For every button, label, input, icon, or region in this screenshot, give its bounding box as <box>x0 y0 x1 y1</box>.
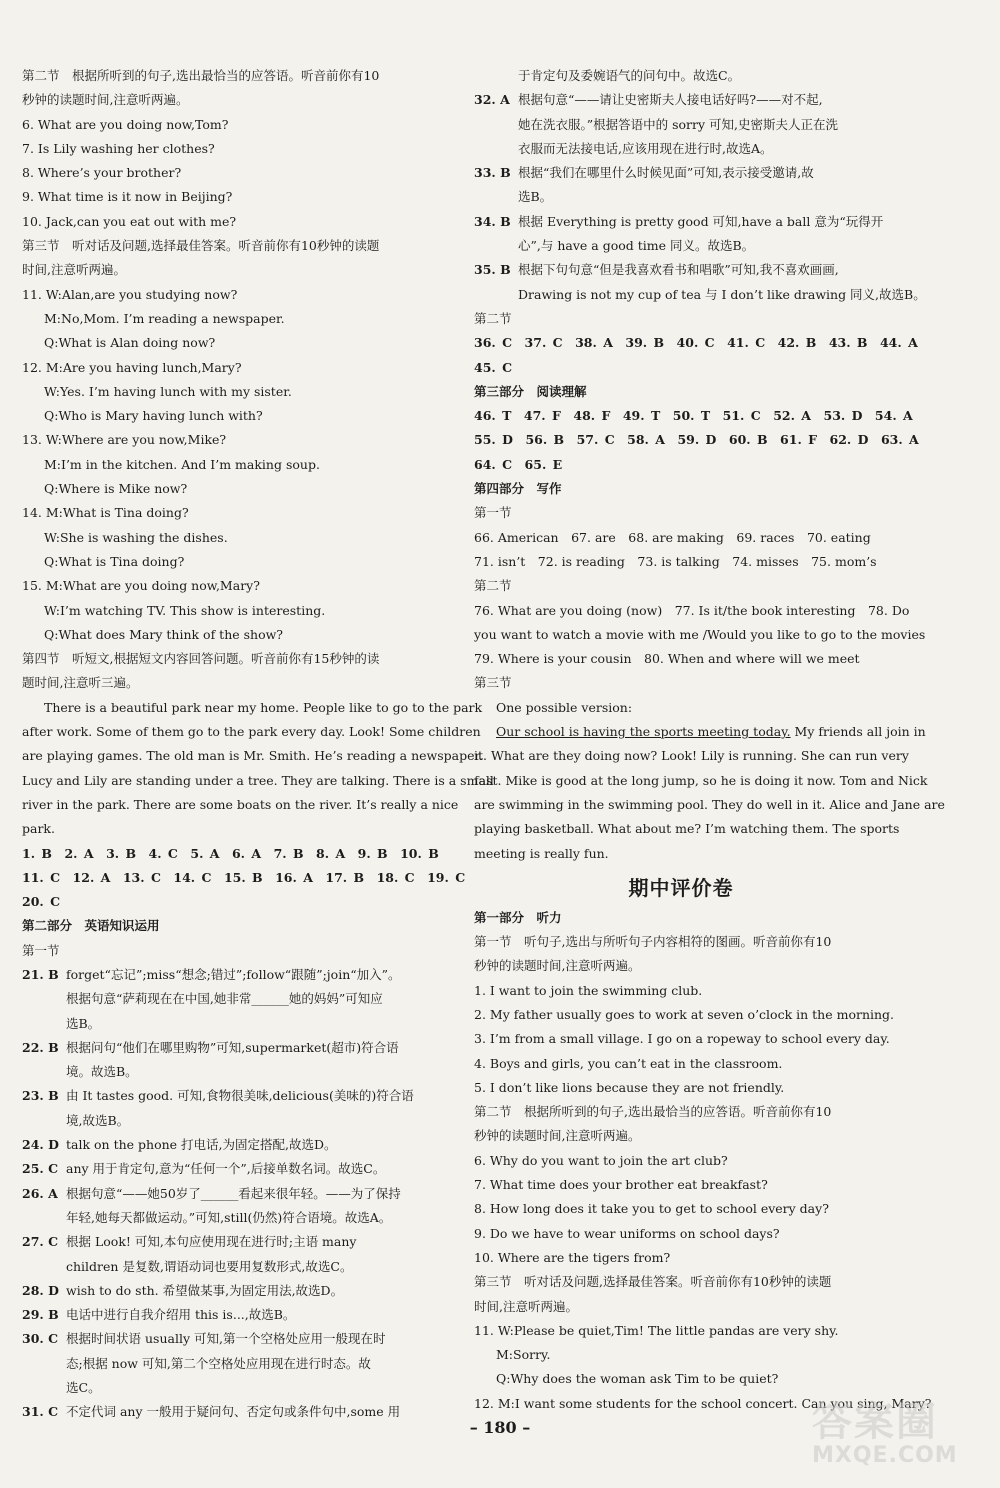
answer-number: 24. D <box>22 1137 59 1153</box>
line-text: 6. Why do you want to join the art club? <box>474 1152 728 1168</box>
line-text: 秒钟的读题时间,注意听两遍。 <box>474 958 641 974</box>
line-text: 2. My father usually goes to work at seven o’clock in the morning. <box>474 1006 895 1022</box>
text-line <box>22 866 466 890</box>
text-line <box>474 1173 888 1197</box>
line-text: Q:Why does the woman ask Tim to be quiet? <box>496 1371 779 1387</box>
text-line <box>474 647 888 671</box>
line-text: 根据下句句意“但是我喜欢看书和唱歌”可知,我不喜欢画画, <box>518 262 839 278</box>
text-line <box>474 1319 888 1343</box>
line-text: 第三节 听对话及问题,选择最佳答案。听音前你有10秒钟的读题 <box>474 1274 832 1290</box>
text-line <box>22 842 442 866</box>
text-line <box>474 428 919 452</box>
text-line <box>474 64 888 88</box>
text-line <box>474 1149 888 1173</box>
text-line <box>22 1327 442 1351</box>
answer-number: 23. B <box>22 1088 59 1104</box>
line-text: 根据句意“——她50岁了______看起来很年轻。——为了保持 <box>66 1185 401 1201</box>
line-text: 第二节 根据所听到的句子,选出最恰当的应答语。听音前你有10 <box>22 68 380 83</box>
answer-number: 32. A <box>474 92 510 108</box>
text-line <box>474 1076 888 1100</box>
line-text: 年轻,她每天都做运动。”可知,still(仍然)符合语境。故选A。 <box>66 1209 392 1225</box>
line-text: Q:What is Alan doing now? <box>44 335 216 351</box>
text-line <box>474 720 926 744</box>
line-text-cont: My friends all join in <box>790 724 926 740</box>
text-line <box>474 88 888 112</box>
line-text: M:Sorry. <box>496 1347 551 1363</box>
text-line <box>474 331 918 355</box>
line-text: 8. Where’s your brother? <box>22 165 182 181</box>
text-line <box>22 137 442 161</box>
line-text: Q:What is Tina doing? <box>44 553 185 569</box>
answer-number: 30. C <box>22 1331 59 1347</box>
text-line <box>474 1367 888 1391</box>
line-text: M:No,Mom. I’m reading a newspaper. <box>44 310 285 326</box>
text-line <box>22 1182 442 1206</box>
line-text: Our school is having the sports meeting today. <box>496 724 791 740</box>
line-text: 第三节 <box>474 675 512 691</box>
line-text: 76. What are you doing (now) 77. Is it/the book interesting 78. Do <box>474 602 910 618</box>
text-line <box>474 404 913 428</box>
text-line <box>22 671 442 695</box>
text-line <box>22 647 442 671</box>
text-line <box>22 1303 442 1327</box>
line-text: 根据“我们在哪里什么时候见面”可知,表示接受邀请,故 <box>518 165 814 181</box>
text-line <box>22 356 442 380</box>
line-text: 不定代词 any 一般用于疑问句、否定句或条件句中,some 用 <box>66 1404 401 1420</box>
line-text: 第一节 <box>474 505 512 521</box>
text-line <box>22 185 442 209</box>
line-text: 第二节 根据所听到的句子,选出最恰当的应答语。听音前你有10 <box>474 1104 832 1120</box>
text-line <box>22 453 442 477</box>
line-text: 根据 Everything is pretty good 可知,have a ball 意为“玩得开 <box>518 213 884 229</box>
text-line <box>474 599 910 623</box>
line-text: park. <box>22 821 55 837</box>
text-line <box>474 283 926 307</box>
line-text: 第二部分 英语知识运用 <box>22 918 160 934</box>
text-line <box>22 234 442 258</box>
line-text: 题时间,注意听三遍。 <box>22 675 139 691</box>
text-line <box>22 1133 442 1157</box>
line-text: 第一节 <box>22 942 60 958</box>
text-line <box>474 1027 888 1051</box>
line-text: 7. Is Lily washing her clothes? <box>22 140 215 156</box>
answer-number: 26. A <box>22 1185 58 1201</box>
text-line <box>22 1036 442 1060</box>
answer-number: 31. C <box>22 1404 59 1420</box>
line-text: wish to do sth. 希望做某事,为固定用法,故选D。 <box>66 1282 344 1298</box>
text-line <box>474 356 888 380</box>
text-line <box>22 939 442 963</box>
text-line <box>22 1352 442 1376</box>
line-text: river in the park. There are some boats on the river. It’s really a nice <box>22 796 459 812</box>
line-text: Drawing is not my cup of tea 与 I don’t like drawing 同义,故选B。 <box>518 286 926 302</box>
text-line <box>22 258 442 282</box>
line-text: are playing games. The old man is Mr. Smith. He’s reading a newspaper. <box>22 748 484 764</box>
text-line <box>474 453 888 477</box>
line-text: One possible version: <box>496 699 633 715</box>
text-line <box>474 1003 895 1027</box>
line-text: Lucy and Lily are standing under a tree. They are talking. There is a small <box>22 772 494 788</box>
text-line <box>22 914 442 938</box>
text-line <box>22 428 442 452</box>
text-line <box>22 210 442 234</box>
answer-number: 21. B <box>22 966 59 982</box>
line-text: 第三部分 阅读理解 <box>474 383 587 399</box>
line-text: Q:Where is Mike now? <box>44 481 188 497</box>
line-text: playing basketball. What about me? I’m watching them. The sports <box>474 821 900 837</box>
line-text: 根据问句“他们在哪里购物”可知,supermarket(超市)符合语 <box>66 1039 399 1055</box>
watermark-text: 答案圈 <box>812 1399 938 1445</box>
line-text: 8. How long does it take you to get to school every day? <box>474 1201 829 1217</box>
text-line <box>22 769 494 793</box>
answer-number: 35. B <box>474 262 511 278</box>
text-line <box>22 331 442 355</box>
line-text: 15. M:What are you doing now,Mary? <box>22 578 260 594</box>
line-text: W:I’m watching TV. This show is interesting. <box>44 602 326 618</box>
line-text: 12. M:Are you having lunch,Mary? <box>22 359 242 375</box>
text-line <box>474 161 888 185</box>
line-text: after work. Some of them go to the park every day. Look! Some children <box>22 724 481 740</box>
text-line <box>474 1222 888 1246</box>
line-text: 态;根据 now 可知,第二个空格处应用现在进行时态。故 <box>66 1355 371 1371</box>
text-line <box>22 744 484 768</box>
text-line <box>474 671 888 695</box>
line-text: 于肯定句及委婉语气的问句中。故选C。 <box>518 68 741 83</box>
text-line <box>474 696 888 720</box>
text-line <box>22 574 442 598</box>
text-line <box>474 1124 888 1148</box>
text-line <box>22 987 442 1011</box>
text-line <box>474 930 888 954</box>
line-text: 心”,与 have a good time 同义。故选B。 <box>518 238 755 254</box>
line-text: 选B。 <box>518 189 553 205</box>
line-text: 45. C <box>474 359 513 375</box>
line-text: 期中评价卷 <box>628 875 734 900</box>
text-line <box>22 501 442 525</box>
line-text: 7. What time does your brother eat breakfast? <box>474 1177 768 1193</box>
line-text: 第四节 听短文,根据短文内容回答问题。听音前你有15秒钟的读 <box>22 651 380 667</box>
text-line <box>22 1376 442 1400</box>
line-text: 选C。 <box>66 1380 101 1396</box>
line-text: you want to watch a movie with me /Would you like to go to the movies <box>474 626 926 642</box>
text-line <box>22 64 442 88</box>
text-line <box>474 258 888 282</box>
line-text: 根据句意“——请让史密斯夫人接电话好吗?——对不起, <box>518 92 823 108</box>
answer-number: 25. C <box>22 1161 59 1177</box>
line-text: 1. B 2. A 3. B 4. C 5. A 6. A 7. B 8. A 9. B 10. B <box>22 845 439 861</box>
text-line <box>474 744 909 768</box>
text-line <box>474 137 888 161</box>
text-line <box>22 1206 442 1230</box>
line-text: talk on the phone 打电话,为固定搭配,故选D。 <box>66 1137 337 1153</box>
text-line <box>474 1100 888 1124</box>
text-line <box>474 979 888 1003</box>
text-line <box>22 307 442 331</box>
answer-number: 28. D <box>22 1282 59 1298</box>
text-line <box>22 599 442 623</box>
line-text: 由 It tastes good. 可知,食物很美味,delicious(美味的)符合语 <box>66 1088 414 1104</box>
line-text: 时间,注意听两遍。 <box>22 262 126 278</box>
section-title <box>474 866 888 906</box>
line-text: 根据句意“萨莉现在在中国,她非常______她的妈妈”可知应 <box>66 991 383 1007</box>
line-text: 20. C <box>22 894 61 910</box>
text-line <box>474 793 945 817</box>
line-text: Q:What does Mary think of the show? <box>44 626 284 642</box>
text-line <box>22 1109 442 1133</box>
answer-number: 33. B <box>474 165 511 181</box>
line-text: 11. W:Please be quiet,Tim! The little pandas are very shy. <box>474 1322 839 1338</box>
text-line <box>22 1157 442 1181</box>
text-line <box>22 1255 442 1279</box>
line-text: 79. Where is your cousin 80. When and where will we meet <box>474 651 860 667</box>
line-text: any 用于肯定句,意为“任何一个”,后接单数名词。故选C。 <box>66 1161 386 1177</box>
line-text: 66. American 67. are 68. are making 69. races 70. eating <box>474 529 871 545</box>
line-text: 境,故选B。 <box>66 1112 130 1128</box>
line-text: Q:Who is Mary having lunch with? <box>44 408 263 424</box>
text-line <box>22 793 459 817</box>
line-text: 9. What time is it now in Beijing? <box>22 189 233 205</box>
watermark-url: MXQE.COM <box>812 1443 958 1468</box>
line-text: W:Yes. I’m having lunch with my sister. <box>44 383 292 399</box>
line-text: 5. I don’t like lions because they are not friendly. <box>474 1079 785 1095</box>
line-text: 11. C 12. A 13. C 14. C 15. B 16. A 17. B 18. C 19. C <box>22 869 466 885</box>
text-line <box>474 906 888 930</box>
text-line <box>22 1230 442 1254</box>
line-text: M:I’m in the kitchen. And I’m making soup. <box>44 456 320 472</box>
text-line <box>22 623 442 647</box>
line-text: 秒钟的读题时间,注意听两遍。 <box>22 92 189 108</box>
line-text: 第二节 <box>474 578 512 594</box>
text-line <box>22 1060 442 1084</box>
text-line <box>474 1343 888 1367</box>
text-line <box>474 1270 888 1294</box>
line-text: 9. Do we have to wear uniforms on school days? <box>474 1225 780 1241</box>
line-text: 12. M:I want some students for the school concert. Can you sing, Mary? <box>474 1395 932 1411</box>
text-line <box>22 963 442 987</box>
line-text: 10. Where are the tigers from? <box>474 1249 671 1265</box>
text-line <box>474 380 888 404</box>
text-line <box>22 380 442 404</box>
line-text: it. What are they doing now? Look! Lily is running. She can run very <box>474 748 909 764</box>
line-text: 4. Boys and girls, you can’t eat in the classroom. <box>474 1055 783 1071</box>
watermark-logo <box>812 1390 990 1482</box>
line-text: forget“忘记”;miss“想念;错过”;follow“跟随”;join“加入”。 <box>66 966 401 982</box>
line-text: 第一节 听句子,选出与所听句子内容相符的图画。听音前你有10 <box>474 934 832 950</box>
line-text: W:She is washing the dishes. <box>44 529 228 545</box>
text-line <box>474 954 888 978</box>
text-line <box>474 623 926 647</box>
line-text: 36. C 37. C 38. A 39. B 40. C 41. C 42. B 43. B 44. A <box>474 335 918 351</box>
text-line <box>22 890 442 914</box>
text-line <box>474 501 888 525</box>
text-line <box>22 404 442 428</box>
right-column <box>474 64 945 1416</box>
line-text: 64. C 65. E <box>474 456 563 472</box>
line-text: 第一部分 听力 <box>474 909 562 925</box>
page-number: – 180 – <box>469 1418 531 1437</box>
line-text: 3. I’m from a small village. I go on a ropeway to school every day. <box>474 1031 890 1047</box>
line-text: 55. D 56. B 57. C 58. A 59. D 60. B 61. F 62. D 63. A <box>474 432 919 448</box>
line-text: 11. W:Alan,are you studying now? <box>22 286 238 302</box>
line-text: fast. Mike is good at the long jump, so he is doing it now. Tom and Nick <box>474 772 928 788</box>
line-text: 6. What are you doing now,Tom? <box>22 116 229 132</box>
text-line <box>474 817 900 841</box>
line-text: 根据 Look! 可知,本句应使用现在进行时;主语 many <box>66 1234 357 1250</box>
text-line <box>474 842 888 866</box>
text-line <box>474 1197 888 1221</box>
text-line <box>474 477 888 501</box>
line-text: 根据时间状语 usually 可知,第一个空格处应用一般现在时 <box>66 1331 386 1347</box>
line-text: 秒钟的读题时间,注意听两遍。 <box>474 1128 641 1144</box>
text-line <box>474 526 888 550</box>
answer-number: 34. B <box>474 213 511 229</box>
answer-number: 22. B <box>22 1039 59 1055</box>
answer-number: 27. C <box>22 1234 59 1250</box>
line-text: meeting is really fun. <box>474 845 609 861</box>
text-line <box>474 1246 888 1270</box>
line-text: 时间,注意听两遍。 <box>474 1298 578 1314</box>
line-text: There is a beautiful park near my home. People like to go to the park <box>44 699 483 715</box>
text-line <box>22 477 442 501</box>
text-line <box>22 1084 442 1108</box>
text-line <box>474 113 888 137</box>
line-text: 第三节 听对话及问题,选择最佳答案。听音前你有10秒钟的读题 <box>22 238 380 254</box>
text-line <box>22 1279 442 1303</box>
text-line <box>474 1295 888 1319</box>
line-text: 她在洗衣服。”根据答语中的 sorry 可知,史密斯夫人正在洗 <box>518 116 839 132</box>
line-text: 14. M:What is Tina doing? <box>22 505 189 521</box>
line-text: 第二节 <box>474 310 512 326</box>
line-text: 第四部分 写作 <box>474 481 562 497</box>
text-line <box>474 574 888 598</box>
line-text: 选B。 <box>66 1015 101 1031</box>
line-text: children 是复数,谓语动词也要用复数形式,故选C。 <box>66 1258 353 1274</box>
line-text: are swimming in the swimming pool. They do well in it. Alice and Jane are <box>474 796 945 812</box>
answer-number: 29. B <box>22 1307 59 1323</box>
text-line <box>474 185 888 209</box>
text-line <box>474 210 888 234</box>
text-line <box>22 550 442 574</box>
line-text: 46. T 47. F 48. F 49. T 50. T 51. C 52. A 53. D 54. A <box>474 408 913 424</box>
text-line <box>22 696 483 720</box>
text-line <box>474 769 928 793</box>
line-text: 13. W:Where are you now,Mike? <box>22 432 227 448</box>
text-line <box>22 526 442 550</box>
line-text: 电话中进行自我介绍用 this is...,故选B。 <box>66 1307 296 1323</box>
text-line <box>22 1012 442 1036</box>
line-text: 境。故选B。 <box>66 1064 138 1080</box>
text-line <box>474 307 888 331</box>
text-line <box>22 720 481 744</box>
text-line <box>22 88 442 112</box>
text-line <box>474 1052 888 1076</box>
text-line <box>22 161 442 185</box>
text-line <box>22 113 442 137</box>
line-text: 1. I want to join the swimming club. <box>474 982 703 998</box>
text-line <box>22 283 442 307</box>
line-text: 10. Jack,can you eat out with me? <box>22 213 237 229</box>
text-line <box>22 817 442 841</box>
text-line <box>474 234 888 258</box>
line-text: 71. isn’t 72. is reading 73. is talking 74. misses 75. mom’s <box>474 553 877 569</box>
text-line <box>474 550 888 574</box>
line-text: 衣服而无法接电话,应该用现在进行时,故选A。 <box>518 140 773 156</box>
